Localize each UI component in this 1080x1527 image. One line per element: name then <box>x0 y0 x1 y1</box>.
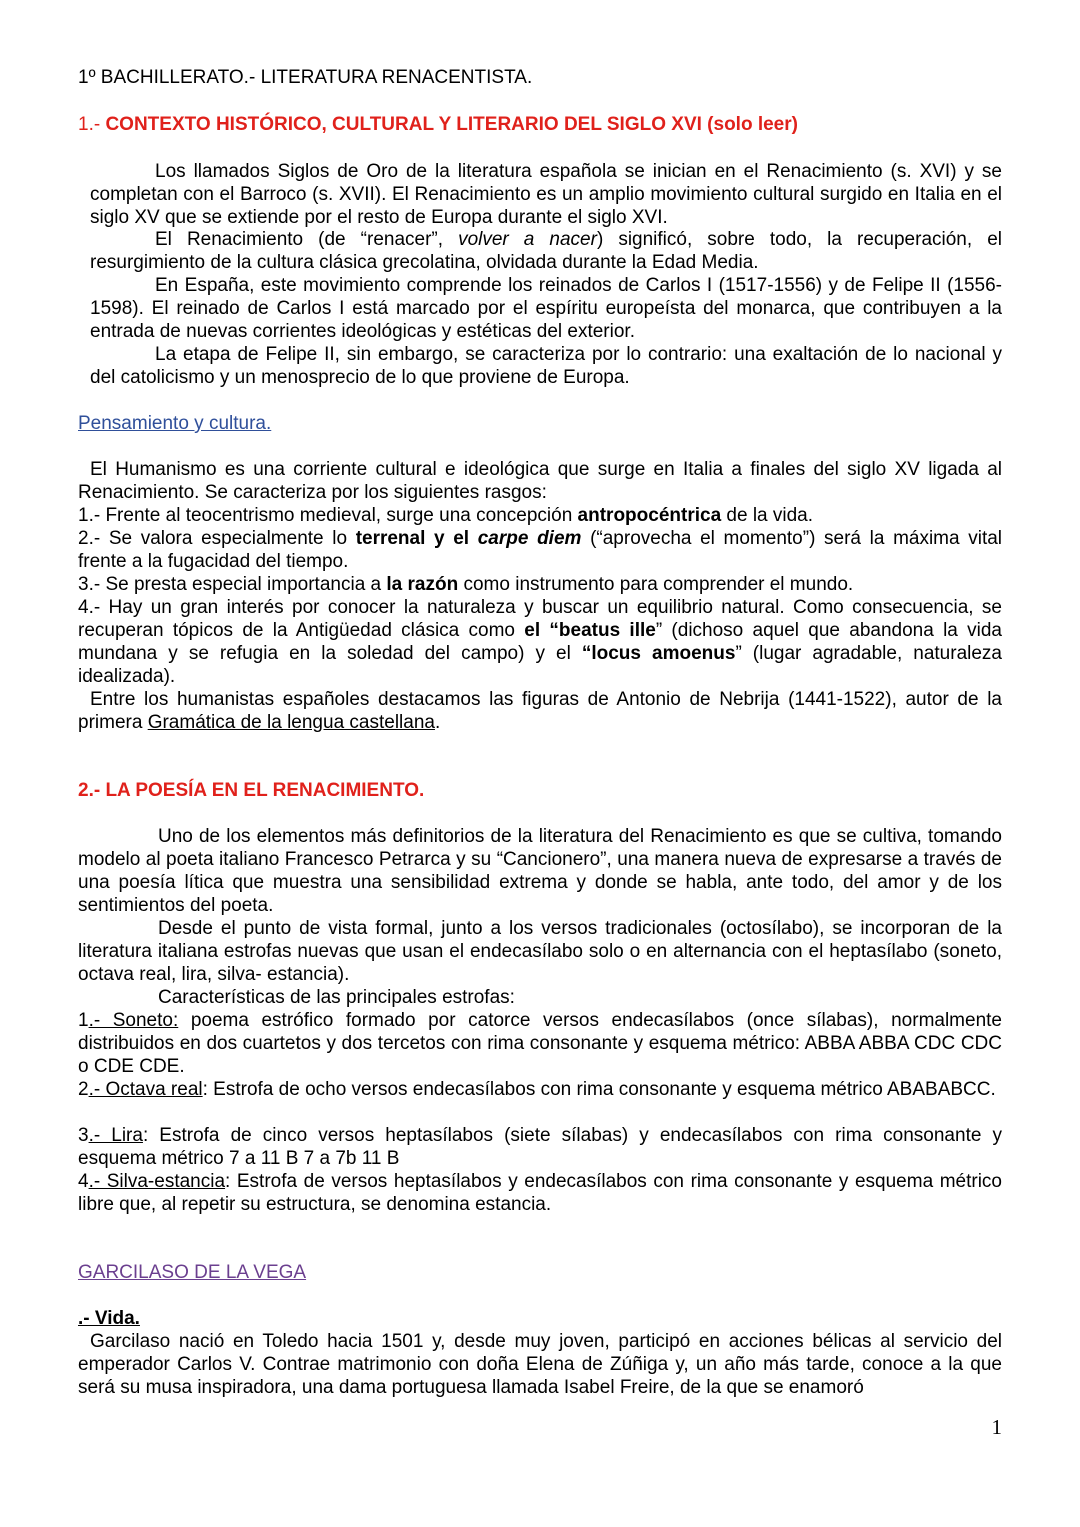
item-text: 3.- Se presta especial importancia a <box>78 574 387 595</box>
item-number: 4 <box>78 1171 89 1192</box>
section-1-paragraph-1 <box>90 160 1002 229</box>
section-2-paragraph-1 <box>78 825 1002 917</box>
paragraph-text: Los llamados Siglos de Oro de la literatura española se inician en el Renacimiento (s. XVI) y se completan con el Barroco (s. XVII). El Renacimiento es un amplio movimiento cultural surgido en Italia en el siglo XV que se extiende por el resto de Europa durante el siglo XVI. <box>90 161 1002 228</box>
italic-text: volver a nacer <box>458 229 597 250</box>
item-text: : Estrofa de cinco versos heptasílabos (siete sílabas) y endecasílabos con rima consonante y esquema métrico 7 a 11 B 7 a 7b 11 B <box>78 1125 1002 1169</box>
section-1-title: CONTEXTO HISTÓRICO, CULTURAL Y LITERARIO DEL SIGLO XVI (solo leer) <box>105 114 798 135</box>
gramatica-title: Gramática de la lengua castellana <box>147 712 435 733</box>
item-text: ” (lugar agradable, naturaleza idealizada). <box>78 643 1002 687</box>
bold-text: terrenal y el <box>355 528 478 549</box>
humanismo-item-3 <box>78 573 1002 596</box>
paragraph-text: La etapa de Felipe II, sin embargo, se caracteriza por lo contrario: una exaltación de lo nacional y del catolicismo y un menosprecio de lo que proviene de Europa. <box>90 344 1002 388</box>
humanismo-item-4 <box>78 596 1002 688</box>
section-2-paragraph-3 <box>78 986 1002 1009</box>
item-number: 3 <box>78 1125 89 1146</box>
item-text: (“aprovecha el momento”) será la máxima vital frente a la fugacidad del tiempo. <box>78 528 1003 572</box>
item-text: : Estrofa de versos heptasílabos y endecasílabos con rima consonante y esquema métrico libre que, al repetir su estructura, se denomina estancia. <box>78 1171 1002 1215</box>
section-2-heading: 2.- LA POESÍA EN EL RENACIMIENTO. <box>78 780 425 801</box>
paragraph-text: En España, este movimiento comprende los reinados de Carlos I (1517-1556) y de Felipe II (1556-1598). El reinado de Carlos I está marcado por el espíritu europeísta del monarca, que contribuyen a la entrada de nuevas corrientes ideológicas y estéticas del exterior. <box>90 275 1002 342</box>
humanismo-item-1 <box>78 504 1002 527</box>
item-text: ” (dichoso aquel que abandona la vida mundana y se refugia en la soledad del campo) y el <box>78 620 1002 664</box>
bold-italic-text: carpe diem <box>477 528 582 549</box>
paragraph-text: Uno de los elementos más definitorios de la literatura del Renacimiento es que se cultiva, tomando modelo al poeta italiano Francesco Petrarca y su “Cancionero”, una manera nueva de expresarse a través de una poesía lítica que muestra una sensibilidad extrema y donde se habla, ante todo, del amor y de los sentimientos del poeta. <box>78 826 1002 916</box>
section-1-paragraph-4 <box>90 343 1002 389</box>
estrofa-silva-estancia <box>78 1170 1002 1216</box>
paragraph-text: El Renacimiento (de “renacer”, <box>155 229 459 250</box>
estrofa-name: .- Lira <box>88 1125 143 1146</box>
item-text: : Estrofa de ocho versos endecasílabos con rima consonante y esquema métrico ABABABCC. <box>202 1079 996 1100</box>
bold-text: la razón <box>386 574 459 595</box>
item-text: 2.- Se valora especialmente lo <box>78 528 356 549</box>
paragraph-text: ) significó, sobre todo, la recuperación, el resurgimiento de la cultura clásica grecolatina, olvidada durante la Edad Media. <box>90 229 1002 273</box>
vida-heading-text: .- Vida. <box>78 1308 140 1329</box>
estrofa-name: .- Octava real <box>88 1079 203 1100</box>
section-1-paragraph-2 <box>90 228 1002 274</box>
paragraph-text: El Humanismo es una corriente cultural e ideológica que surge en Italia a finales del siglo XV ligada al Renacimiento. Se caracteriza por los siguientes rasgos: <box>78 459 1002 503</box>
paragraph-text: Desde el punto de vista formal, junto a los versos tradicionales (octosílabo), se incorporan de la literatura italiana estrofas nuevas que usan el endecasílabo solo o en alternancia con el heptasílabo (soneto, octava real, lira, silva- estancia). <box>78 918 1002 985</box>
paragraph-text: . <box>434 712 441 733</box>
item-text: 1.- Frente al teocentrismo medieval, surge una concepción <box>78 505 578 526</box>
page-number: 1 <box>991 1415 1002 1439</box>
vida-heading <box>78 1307 140 1330</box>
vida-paragraph <box>78 1330 1002 1399</box>
section-1-heading <box>78 113 1002 136</box>
item-text: poema estrófico formado por catorce versos endecasílabos (once sílabas), normalmente distribuidos en dos cuartetos y dos tercetos con rima consonante y esquema métrico: ABBA ABBA CDC CDC o CDE CDE. <box>78 1010 1002 1077</box>
estrofa-octava-real <box>78 1078 1002 1101</box>
paragraph-text: Características de las principales estrofas: <box>158 987 515 1008</box>
estrofa-soneto <box>78 1009 1002 1078</box>
bold-text: “locus amoenus <box>581 643 736 664</box>
paragraph-text: Garcilaso nació en Toledo hacia 1501 y, desde muy joven, participó en acciones bélicas al servicio del emperador Carlos V. Contrae matrimonio con doña Elena de Zúñiga y, un año más tarde, conoce a la que será su musa inspiradora, una dama portuguesa llamada Isabel Freire, de la que se enamoró <box>78 1331 1002 1398</box>
section-1-paragraph-3 <box>90 274 1002 343</box>
paragraph-text: Entre los humanistas españoles destacamos las figuras de Antonio de Nebrija (1441-1522), autor de la primera <box>78 689 1002 733</box>
estrofa-name: .- Silva-estancia <box>88 1171 226 1192</box>
garcilaso-heading: GARCILASO DE LA VEGA <box>78 1262 307 1283</box>
estrofa-name: .- Soneto: <box>88 1010 179 1031</box>
bold-text: antropocéntrica <box>577 505 722 526</box>
bold-text: el “beatus ille <box>524 620 656 641</box>
estrofa-lira <box>78 1124 1002 1170</box>
item-text: como instrumento para comprender el mundo. <box>458 574 854 595</box>
document-title: 1º BACHILLERATO.- LITERATURA RENACENTISTA. <box>78 67 533 88</box>
humanismo-item-2 <box>78 527 1002 573</box>
item-number: 2 <box>78 1079 89 1100</box>
item-text: de la vida. <box>721 505 814 526</box>
item-number: 1 <box>78 1010 89 1031</box>
item-text: 4.- Hay un gran interés por conocer la naturaleza y buscar un equilibrio natural. Como consecuencia, se recuperan tópicos de la Antigüedad clásica como <box>78 597 1002 641</box>
humanistas-paragraph <box>78 688 1002 734</box>
section-1-number: 1.- <box>78 114 106 135</box>
humanismo-intro <box>78 458 1002 504</box>
pensamiento-heading: Pensamiento y cultura. <box>78 413 272 434</box>
section-2-paragraph-2 <box>78 917 1002 986</box>
